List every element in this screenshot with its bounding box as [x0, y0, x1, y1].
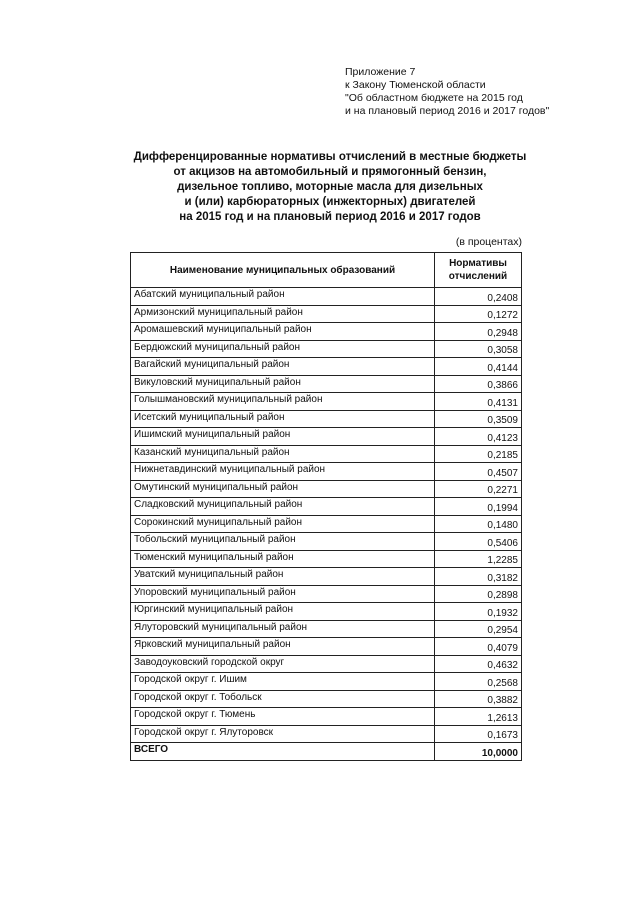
row-name: Упоровский муниципальный район: [131, 585, 435, 603]
title-line: и (или) карбюраторных (инжекторных) двигателей: [184, 196, 476, 208]
table-row: [131, 673, 522, 691]
appendix-line: "Об областном бюджете на 2015 год: [345, 92, 523, 104]
row-value: 0,2568: [435, 673, 522, 691]
row-name: Уватский муниципальный район: [131, 568, 435, 586]
title-line: Дифференцированные нормативы отчислений в местные бюджеты: [133, 151, 527, 163]
row-name: Городской округ г. Тюмень: [131, 708, 435, 726]
table-row: [131, 428, 522, 446]
row-name: Тобольский муниципальный район: [131, 533, 435, 551]
row-value: 0,3866: [435, 375, 522, 393]
appendix-line: и на плановый период 2016 и 2017 годов": [345, 105, 550, 117]
norms-table: [130, 252, 522, 761]
row-name: Тюменский муниципальный район: [131, 550, 435, 568]
row-value: 0,5406: [435, 533, 522, 551]
table-row: [131, 375, 522, 393]
header-value-line2: отчислений: [448, 271, 508, 282]
table-row: [131, 620, 522, 638]
table-row: [131, 410, 522, 428]
header-name: Наименование муниципальных образований: [131, 253, 435, 288]
unit-label: (в процентах): [455, 236, 522, 248]
table-row: [131, 463, 522, 481]
total-row: [131, 743, 522, 761]
row-name: Ярковский муниципальный район: [131, 638, 435, 656]
table-row: [131, 533, 522, 551]
row-name: Голышмановский муниципальный район: [131, 393, 435, 411]
table-row: [131, 725, 522, 743]
table-row: [131, 585, 522, 603]
table-row: [131, 550, 522, 568]
row-value: 1,2613: [435, 708, 522, 726]
table-row: [131, 393, 522, 411]
row-name: Заводоуковский городской округ: [131, 655, 435, 673]
row-value: 0,3509: [435, 410, 522, 428]
header-value: [435, 253, 522, 288]
row-value: 0,3058: [435, 340, 522, 358]
table-body: [131, 288, 522, 761]
row-name: Викуловский муниципальный район: [131, 375, 435, 393]
row-name: Городской округ г. Тобольск: [131, 690, 435, 708]
row-value: 0,2954: [435, 620, 522, 638]
appendix-line: к Закону Тюменской области: [345, 79, 486, 91]
table-row: [131, 498, 522, 516]
row-value: 0,2271: [435, 480, 522, 498]
row-name: Ишимский муниципальный район: [131, 428, 435, 446]
row-value: 0,1480: [435, 515, 522, 533]
table-row: [131, 340, 522, 358]
row-name: Ялуторовский муниципальный район: [131, 620, 435, 638]
row-value: 0,4507: [435, 463, 522, 481]
row-name: Казанский муниципальный район: [131, 445, 435, 463]
title-line: дизельное топливо, моторные масла для дизельных: [177, 181, 483, 193]
table-row: [131, 690, 522, 708]
table-row: [131, 305, 522, 323]
row-value: 0,2185: [435, 445, 522, 463]
row-name: Вагайский муниципальный район: [131, 358, 435, 376]
row-value: 0,1932: [435, 603, 522, 621]
table-row: [131, 445, 522, 463]
table-row: [131, 480, 522, 498]
row-value: 0,3882: [435, 690, 522, 708]
total-value: 10,0000: [435, 743, 522, 761]
row-value: 0,1994: [435, 498, 522, 516]
row-value: 0,4131: [435, 393, 522, 411]
row-value: 0,4144: [435, 358, 522, 376]
row-value: 0,2898: [435, 585, 522, 603]
row-name: Омутинский муниципальный район: [131, 480, 435, 498]
header-value-line1: Нормативы: [449, 258, 507, 269]
row-value: 0,2408: [435, 288, 522, 306]
table-row: [131, 358, 522, 376]
table-row: [131, 638, 522, 656]
row-value: 0,4079: [435, 638, 522, 656]
row-name: Городской округ г. Ишим: [131, 673, 435, 691]
table-header-row: [131, 253, 522, 288]
title-line: на 2015 год и на плановый период 2016 и 2017 годов: [179, 211, 481, 223]
title-line: от акцизов на автомобильный и прямогонный бензин,: [173, 166, 487, 178]
table-row: [131, 515, 522, 533]
row-name: Юргинский муниципальный район: [131, 603, 435, 621]
table-row: [131, 708, 522, 726]
row-name: Бердюжский муниципальный район: [131, 340, 435, 358]
row-value: 0,1272: [435, 305, 522, 323]
row-name: Нижнетавдинский муниципальный район: [131, 463, 435, 481]
table-row: [131, 603, 522, 621]
row-name: Исетский муниципальный район: [131, 410, 435, 428]
row-name: Аромашевский муниципальный район: [131, 323, 435, 341]
table-row: [131, 568, 522, 586]
appendix-line: Приложение 7: [345, 66, 416, 78]
row-value: 0,2948: [435, 323, 522, 341]
row-value: 1,2285: [435, 550, 522, 568]
document-title: [95, 150, 565, 225]
row-name: Сорокинский муниципальный район: [131, 515, 435, 533]
total-name: ВСЕГО: [131, 743, 435, 761]
table-row: [131, 655, 522, 673]
appendix-block: [345, 66, 625, 118]
row-value: 0,4632: [435, 655, 522, 673]
row-value: 0,4123: [435, 428, 522, 446]
row-value: 0,3182: [435, 568, 522, 586]
row-name: Городской округ г. Ялуторовск: [131, 725, 435, 743]
row-name: Армизонский муниципальный район: [131, 305, 435, 323]
row-value: 0,1673: [435, 725, 522, 743]
table-row: [131, 288, 522, 306]
table-row: [131, 323, 522, 341]
row-name: Абатский муниципальный район: [131, 288, 435, 306]
row-name: Сладковский муниципальный район: [131, 498, 435, 516]
